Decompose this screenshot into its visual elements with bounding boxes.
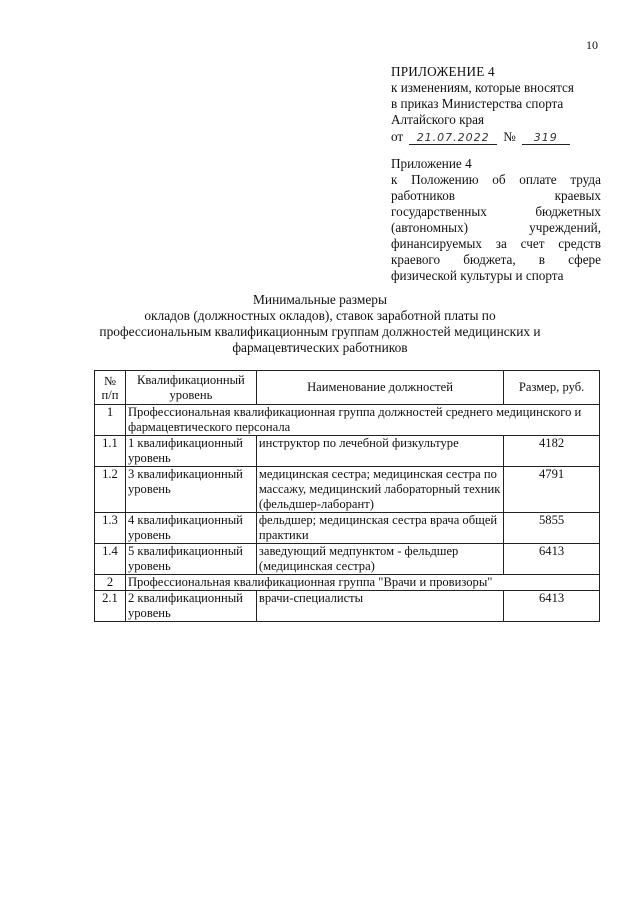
appendix-line: к изменениям, которые вносятся xyxy=(391,80,574,95)
row-number: 1.1 xyxy=(95,436,126,467)
page-number: 10 xyxy=(586,38,598,52)
table-row xyxy=(95,513,600,544)
handwritten-date: 21.07.2022 xyxy=(409,132,497,145)
group-row xyxy=(95,405,600,436)
table-row xyxy=(95,436,600,467)
table-row xyxy=(95,544,600,575)
annex-line: государственных бюджетных xyxy=(391,204,601,219)
row-level: 4 квалификационный уровень xyxy=(125,513,256,544)
row-level: 2 квалификационный уровень xyxy=(125,591,256,622)
annex-block xyxy=(391,156,601,284)
row-amount: 6413 xyxy=(504,591,600,622)
appendix-line: в приказ Министерства спорта xyxy=(391,96,564,111)
row-number: 1.2 xyxy=(95,467,126,513)
group-number: 2 xyxy=(95,575,126,591)
row-level: 1 квалификационный уровень xyxy=(125,436,256,467)
appendix-title: ПРИЛОЖЕНИЕ 4 xyxy=(391,64,495,79)
heading-line: окладов (должностных окладов), ставок заработной платы по xyxy=(144,308,496,323)
table-header-row xyxy=(95,371,600,405)
row-amount: 4791 xyxy=(504,467,600,513)
annex-line: работников краевых xyxy=(391,188,601,203)
handwritten-number: 319 xyxy=(522,132,570,145)
header-amount: Размер, руб. xyxy=(504,371,600,405)
appendix-line: Алтайского края xyxy=(391,112,485,127)
annex-line: физической культуры и спорта xyxy=(391,268,564,283)
annex-line: (автономных) учреждений, xyxy=(391,220,601,235)
heading-line: Минимальные размеры xyxy=(253,292,387,307)
group-name: Профессиональная квалификационная группа "Врачи и провизоры" xyxy=(125,575,599,591)
row-positions: заведующий медпунктом - фельдшер (медицинская сестра) xyxy=(256,544,503,575)
row-number: 1.4 xyxy=(95,544,126,575)
row-level: 5 квалификационный уровень xyxy=(125,544,256,575)
header-positions: Наименование должностей xyxy=(256,371,503,405)
header-level: Квалификационный уровень xyxy=(125,371,256,405)
row-amount: 6413 xyxy=(504,544,600,575)
group-name: Профессиональная квалификационная группа должностей среднего медицинского и фармацевтического персонала xyxy=(125,405,599,436)
row-amount: 5855 xyxy=(504,513,600,544)
row-positions: врачи-специалисты xyxy=(256,591,503,622)
annex-line: к Положению об оплате труда xyxy=(391,172,601,187)
heading-line: профессиональным квалификационным группам должностей медицинских и xyxy=(99,324,541,339)
table-row xyxy=(95,591,600,622)
row-number: 2.1 xyxy=(95,591,126,622)
date-prefix: от xyxy=(391,129,404,144)
group-row xyxy=(95,575,600,591)
annex-title: Приложение 4 xyxy=(391,156,472,171)
header-number xyxy=(95,371,126,405)
heading-line: фармацевтических работников xyxy=(232,340,408,355)
number-label: № xyxy=(503,129,516,144)
row-number: 1.3 xyxy=(95,513,126,544)
order-date-number-row xyxy=(391,129,601,145)
row-positions: инструктор по лечебной физкультуре xyxy=(256,436,503,467)
table-row xyxy=(95,467,600,513)
annex-line: финансируемых за счет средств xyxy=(391,236,601,251)
row-amount: 4182 xyxy=(504,436,600,467)
row-positions: фельдшер; медицинская сестра врача общей практики xyxy=(256,513,503,544)
appendix-block xyxy=(391,64,601,145)
row-level: 3 квалификационный уровень xyxy=(125,467,256,513)
annex-line: краевого бюджета, в сфере xyxy=(391,252,601,267)
header-number-line: п/п xyxy=(101,387,119,402)
group-number: 1 xyxy=(95,405,126,436)
row-positions: медицинская сестра; медицинская сестра по массажу, медицинский лабораторный техник (фельдшер-лаборант) xyxy=(256,467,503,513)
document-heading xyxy=(60,292,580,356)
salary-table xyxy=(94,370,600,622)
header-number-line: № xyxy=(103,373,116,388)
